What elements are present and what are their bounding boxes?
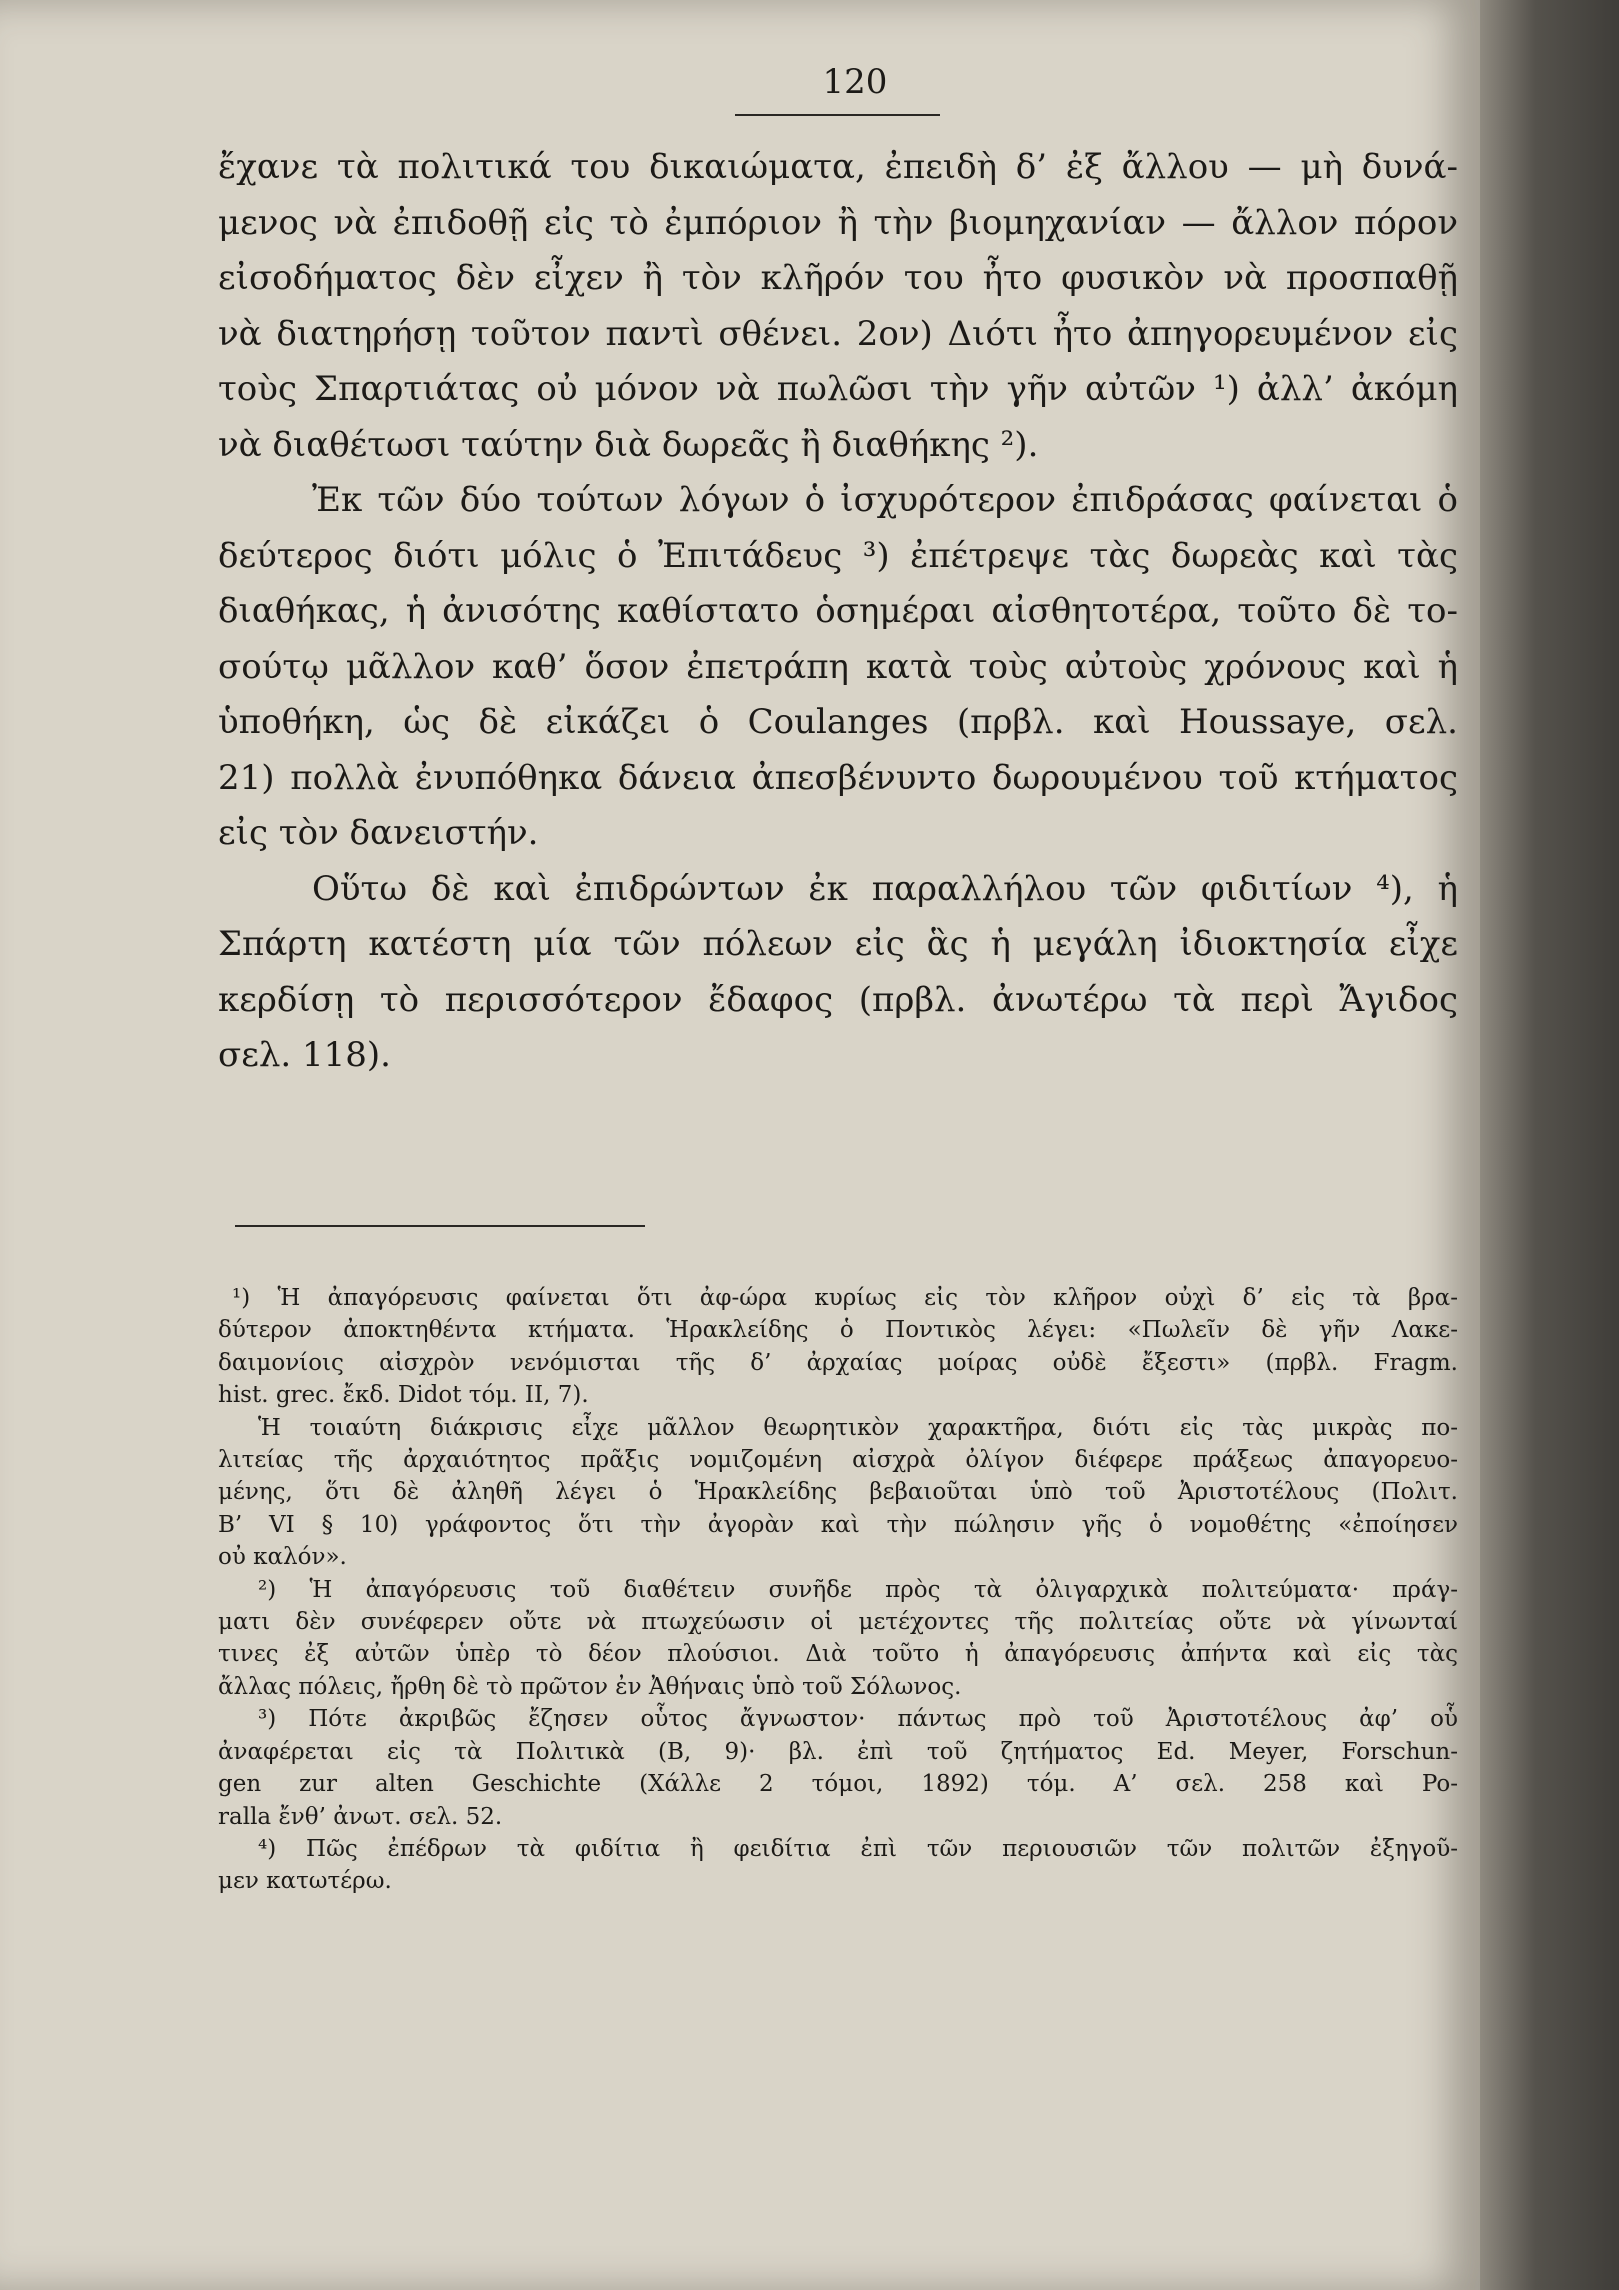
footnote-line: λιτείας τῆς ἀρχαιότητος πρᾶξις νομιζομένη αἰσχρὰ ὀλίγον διέφερε πράξεως ἀπαγορευο- — [218, 1447, 1458, 1474]
body-line: τοὺς Σπαρτιάτας οὐ μόνον νὰ πωλῶσι τὴν γῆν αὐτῶν ¹) ἀλλ’ ἀκόμη — [218, 369, 1458, 409]
body-line: εἰσοδήματος δὲν εἶχεν ἢ τὸν κλῆρόν του ἦτο φυσικὸν νὰ προσπαθῇ — [218, 258, 1458, 298]
body-line: Σπάρτη κατέστη μία τῶν πόλεων εἰς ἃς ἡ μεγάλη ἰδιοκτησία εἶχε — [218, 924, 1458, 964]
body-line: νὰ διατηρήσῃ τοῦτον παντὶ σθένει. 2ον) Διότι ἦτο ἀπηγορευμένον εἰς — [218, 313, 1458, 354]
footnote-line: ἀναφέρεται εἰς τὰ Πολιτικὰ (Β, 9)· βλ. ἐπὶ τοῦ ζητήματος Ed. Meyer, Forschun- — [218, 1738, 1458, 1765]
body-line: νὰ διαθέτωσι ταύτην διὰ δωρεᾶς ἢ διαθήκης ²). — [218, 424, 1039, 465]
body-line: ὑποθήκη, ὡς δὲ εἰκάζει ὁ Coulanges (πρβλ. καὶ Houssaye, σελ. — [218, 702, 1458, 742]
body-line: σούτῳ μᾶλλον καθ’ ὅσον ἐπετράπη κατὰ τοὺς αὐτοὺς χρόνους καὶ ἡ — [218, 646, 1458, 687]
footnote-line: hist. grec. ἔκδ. Didot τόμ. II, 7). — [218, 1382, 589, 1409]
footnote-line: μεν κατωτέρω. — [218, 1868, 392, 1895]
footnote-line: Β’ VI § 10) γράφοντος ὅτι τὴν ἀγορὰν καὶ τὴν πώλησιν γῆς ὁ νομοθέτης «ἐποίησεν — [218, 1511, 1458, 1538]
page-number: 120 — [822, 62, 888, 102]
footnote-line: ¹) Ἡ ἀπαγόρευσις φαίνεται ὅτι ἀφ-ώρα κυρίως εἰς τὸν κλῆρον οὐχὶ δ’ εἰς τὰ βρα- — [232, 1285, 1458, 1311]
footnote-line: ἄλλας πόλεις, ἤρθη δὲ τὸ πρῶτον ἐν Ἀθήναις ὑπὸ τοῦ Σόλωνος. — [218, 1673, 962, 1700]
body-line: δεύτερος διότι μόλις ὁ Ἐπιτάδευς ³) ἐπέτρεψε τὰς δωρεὰς καὶ τὰς — [218, 535, 1458, 576]
footnotes — [218, 1282, 1458, 1898]
body-line: Ἐκ τῶν δύο τούτων λόγων ὁ ἰσχυρότερον ἐπιδράσας φαίνεται ὁ — [312, 480, 1458, 520]
footnote-line: ⁴) Πῶς ἐπέδρων τὰ φιδίτια ἢ φειδίτια ἐπὶ τῶν περιουσιῶν τῶν πολιτῶν ἐξηγοῦ- — [258, 1835, 1458, 1862]
body-line: ἔχανε τὰ πολιτικά του δικαιώματα, ἐπειδὴ δ’ ἐξ ἄλλου — μὴ δυνά- — [218, 147, 1458, 187]
body-line: διαθήκας, ἡ ἀνισότης καθίστατο ὁσημέραι αἰσθητοτέρα, τοῦτο δὲ το- — [218, 591, 1458, 631]
body-line: μενος νὰ ἐπιδοθῇ εἰς τὸ ἐμπόριον ἢ τὴν βιομηχανίαν — ἄλλον πόρον — [218, 202, 1458, 243]
footnote-line: δαιμονίοις αἰσχρὸν νενόμισται τῆς δ’ ἀρχαίας μοίρας οὐδὲ ἔξεστι» (πρβλ. Fragm. — [218, 1349, 1458, 1376]
header-rule — [735, 114, 940, 116]
footnote-line: ralla ἔνθ’ ἀνωτ. σελ. 52. — [218, 1803, 503, 1830]
footnote-line: οὐ καλόν». — [218, 1544, 347, 1571]
footnote-line: ²) Ἡ ἀπαγόρευσις τοῦ διαθέτειν συνῆδε πρὸς τὰ ὀλιγαρχικὰ πολιτεύματα· πράγ- — [258, 1576, 1458, 1603]
footnote-line: Ἡ τοιαύτη διάκρισις εἶχε μᾶλλον θεωρητικὸν χαρακτῆρα, διότι εἰς τὰς μικρὰς πο- — [258, 1414, 1458, 1441]
footnote-line: gen zur alten Geschichte (Χάλλε 2 τόμοι, 1892) τόμ. Α’ σελ. 258 καὶ Po- — [218, 1771, 1458, 1798]
book-gutter — [1480, 0, 1619, 2290]
body-line: 21) πολλὰ ἐνυπόθηκα δάνεια ἀπεσβένυντο δωρουμένου τοῦ κτήματος — [218, 757, 1458, 798]
body-line: Οὕτω δὲ καὶ ἐπιδρώντων ἐκ παραλλήλου τῶν φιδιτίων ⁴), ἡ — [312, 868, 1458, 909]
body-line: σελ. 118). — [218, 1035, 391, 1075]
body-line: εἰς τὸν δανειστήν. — [218, 813, 539, 853]
footnote-separator — [235, 1225, 645, 1227]
footnote-line: δύτερον ἀποκτηθέντα κτήματα. Ἡρακλείδης ὁ Ποντικὸς λέγει: «Πωλεῖν δὲ γῆν Λακε- — [218, 1317, 1458, 1344]
footnote-line: τινες ἐξ αὐτῶν ὑπὲρ τὸ δέον πλούσιοι. Διὰ τοῦτο ἡ ἀπαγόρευσις ἀπήντα καὶ εἰς τὰς — [218, 1641, 1458, 1668]
body-text — [218, 140, 1458, 1084]
footnote-line: μένης, ὅτι δὲ ἀληθῆ λέγει ὁ Ἡρακλείδης βεβαιοῦται ὑπὸ τοῦ Ἀριστοτέλους (Πολιτ. — [218, 1479, 1458, 1506]
footnote-line: ματι δὲν συνέφερεν οὔτε νὰ πτωχεύωσιν οἱ μετέχοντες τῆς πολιτείας οὔτε νὰ γίνωνταί — [218, 1609, 1458, 1636]
body-line: κερδίσῃ τὸ περισσότερον ἔδαφος (πρβλ. ἀνωτέρω τὰ περὶ Ἄγιδος — [218, 979, 1458, 1020]
footnote-line: ³) Πότε ἀκριβῶς ἔζησεν οὗτος ἄγνωστον· πάντως πρὸ τοῦ Ἀριστοτέλους ἀφ’ οὗ — [258, 1706, 1458, 1733]
